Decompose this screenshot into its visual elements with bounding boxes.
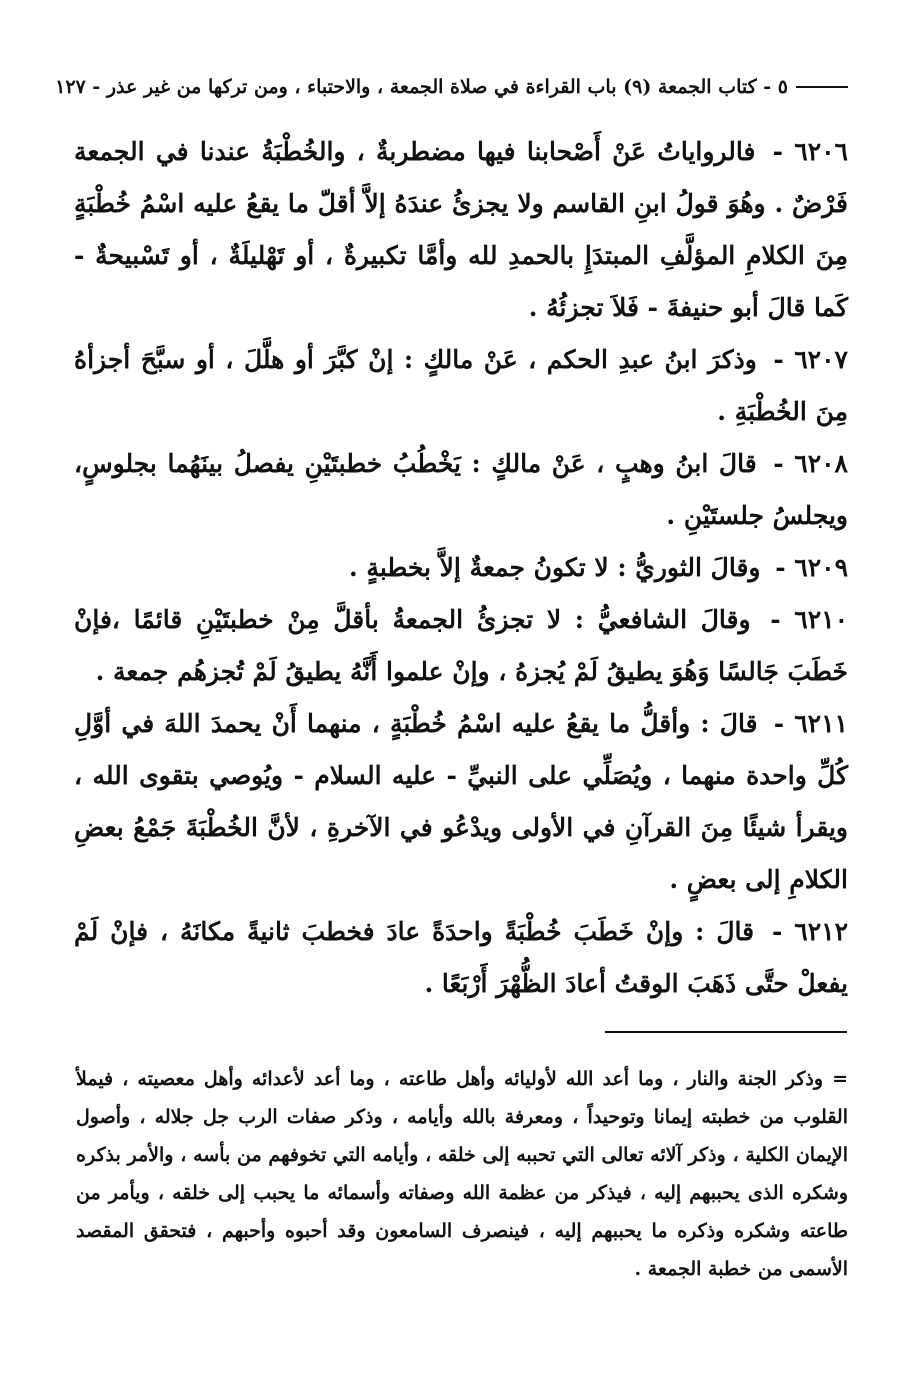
paragraph-text: وذكرَ ابنُ عبدِ الحكم ، عَنْ مالكٍ : إنْ كبَّرَ أو هلَّلَ ، أو سبَّحَ أجزأهُ مِنَ الخُطْبَةِ . xyxy=(74,345,848,426)
footnote-separator xyxy=(605,1031,847,1033)
paragraph-6209 xyxy=(74,542,848,594)
paragraph-text: فالرواياتُ عَنْ أَصْحابنا فيها مضطربةٌ ، والخُطْبَةُ عندنا في الجمعة فَرْضٌ . وهُوَ قولُ ابنِ القاسم ولا يجزئُ عندَهُ إلاَّ أقلّ ما يقعُ عليه اسْمُ خُطْبَةٍ مِنَ الكلامِ المؤلَّفِ المبتدَإِ بالحمدِ لله وأمَّا تكبيرةٌ ، أو تَهْليلَةٌ ، أو تَسْبيحةٌ - كَما قالَ أبو حنيفةَ - فَلاَ تجزئُهُ . xyxy=(74,137,848,322)
paragraph-number: ٦٢٠٩ - xyxy=(775,553,848,582)
paragraph-number: ٦٢٠٨ - xyxy=(773,449,848,478)
paragraph-6208 xyxy=(74,438,848,542)
paragraph-text: قالَ ابنُ وهبٍ ، عَنْ مالكٍ : يَخْطُبُ خطبتَيْنِ يفصلُ بينَهُما بجلوسٍ، ويجلسُ جلستَيْنِ . xyxy=(74,449,848,530)
running-header xyxy=(55,70,848,104)
paragraph-6206 xyxy=(74,126,848,334)
paragraph-6207 xyxy=(74,334,848,438)
footnote-text: = وذكر الجنة والنار ، وما أعد الله لأوليائه وأهل طاعته ، وما أعد لأعدائه وأهل معصيته ، فيملأ القلوب من خطبته إيمانا وتوحيداً ، ومعرفة بالله وأيامه ، وذكر صفات الرب جل جلاله ، وأصول الإيمان الكلية ، وذكر آلائه تعالى التي تحببه إلى خلقه ، وأيامه التي تخوفهم من بأسه ، والأمر بذكره وشكره الذى يحببهم إليه ، فيذكر من عظمة الله وصفاته وأسمائه ما يحبب إلى خلقه ، ويأمر من طاعته وشكره وذكره ما يحببهم إليه ، فينصرف السامعون وقد أحبوه وأحبهم ، فتحقق المقصد الأسمى من خطبة الجمعة . xyxy=(76,1068,848,1280)
paragraph-text: وقالَ الثوريُّ : لا تكونُ جمعةٌ إلاَّ بخطبةٍ . xyxy=(349,553,761,582)
paragraph-6211 xyxy=(74,698,848,906)
paragraph-number: ٦٢١٠ - xyxy=(770,605,848,634)
paragraph-text: وقالَ الشافعيُّ : لا تجزئُ الجمعةُ بأقلَّ مِنْ خطبتَيْنِ قائمًا ،فإنْ خَطَبَ جَالسًا وَهُوَ يطيقُ لَمْ يُجزهُ ، وإنْ علموا أَنَّهُ يطيقُ لَمْ تُجزهُم جمعة . xyxy=(74,605,848,686)
paragraph-6210 xyxy=(74,594,848,698)
paragraph-number: ٦٢١١ - xyxy=(773,709,848,738)
header-rule xyxy=(796,86,848,88)
paragraph-text: قالَ : وإنْ خَطَبَ خُطْبَةً واحدَةً عادَ فخطبَ ثانيةً مكانَهُ ، فإنْ لَمْ يفعلْ حتَّى ذَهَبَ الوقتُ أعادَ الظُّهْرَ أَرْبَعًا . xyxy=(74,917,848,998)
paragraph-number: ٦٢١٢ - xyxy=(771,917,848,946)
main-text xyxy=(74,126,848,1010)
paragraph-number: ٦٢٠٦ - xyxy=(772,137,848,166)
footnote xyxy=(76,1060,848,1288)
paragraph-6212 xyxy=(74,906,848,1010)
paragraph-text: قالَ : وأقلُّ ما يقعُ عليه اسْمُ خُطْبَةٍ ، منهما أَنْ يحمدَ اللهَ في أوَّلِ كُلِّ واحدة منهما ، ويُصَلِّي على النبيِّ - عليه السلام - ويُوصي بتقوى الله ، ويقرأ شيئًا مِنَ القرآنِ في الأولى ويدْعُو في الآخرةِ ، لأنَّ الخُطْبَةَ جَمْعُ بعضِ الكلامِ إلى بعضٍ . xyxy=(74,709,848,894)
paragraph-number: ٦٢٠٧ - xyxy=(773,345,848,374)
header-text: ٥ - كتاب الجمعة (٩) باب القراءة في صلاة الجمعة ، والاحتباء ، ومن تركها من غير عذر - ١٢٧ xyxy=(55,76,788,98)
